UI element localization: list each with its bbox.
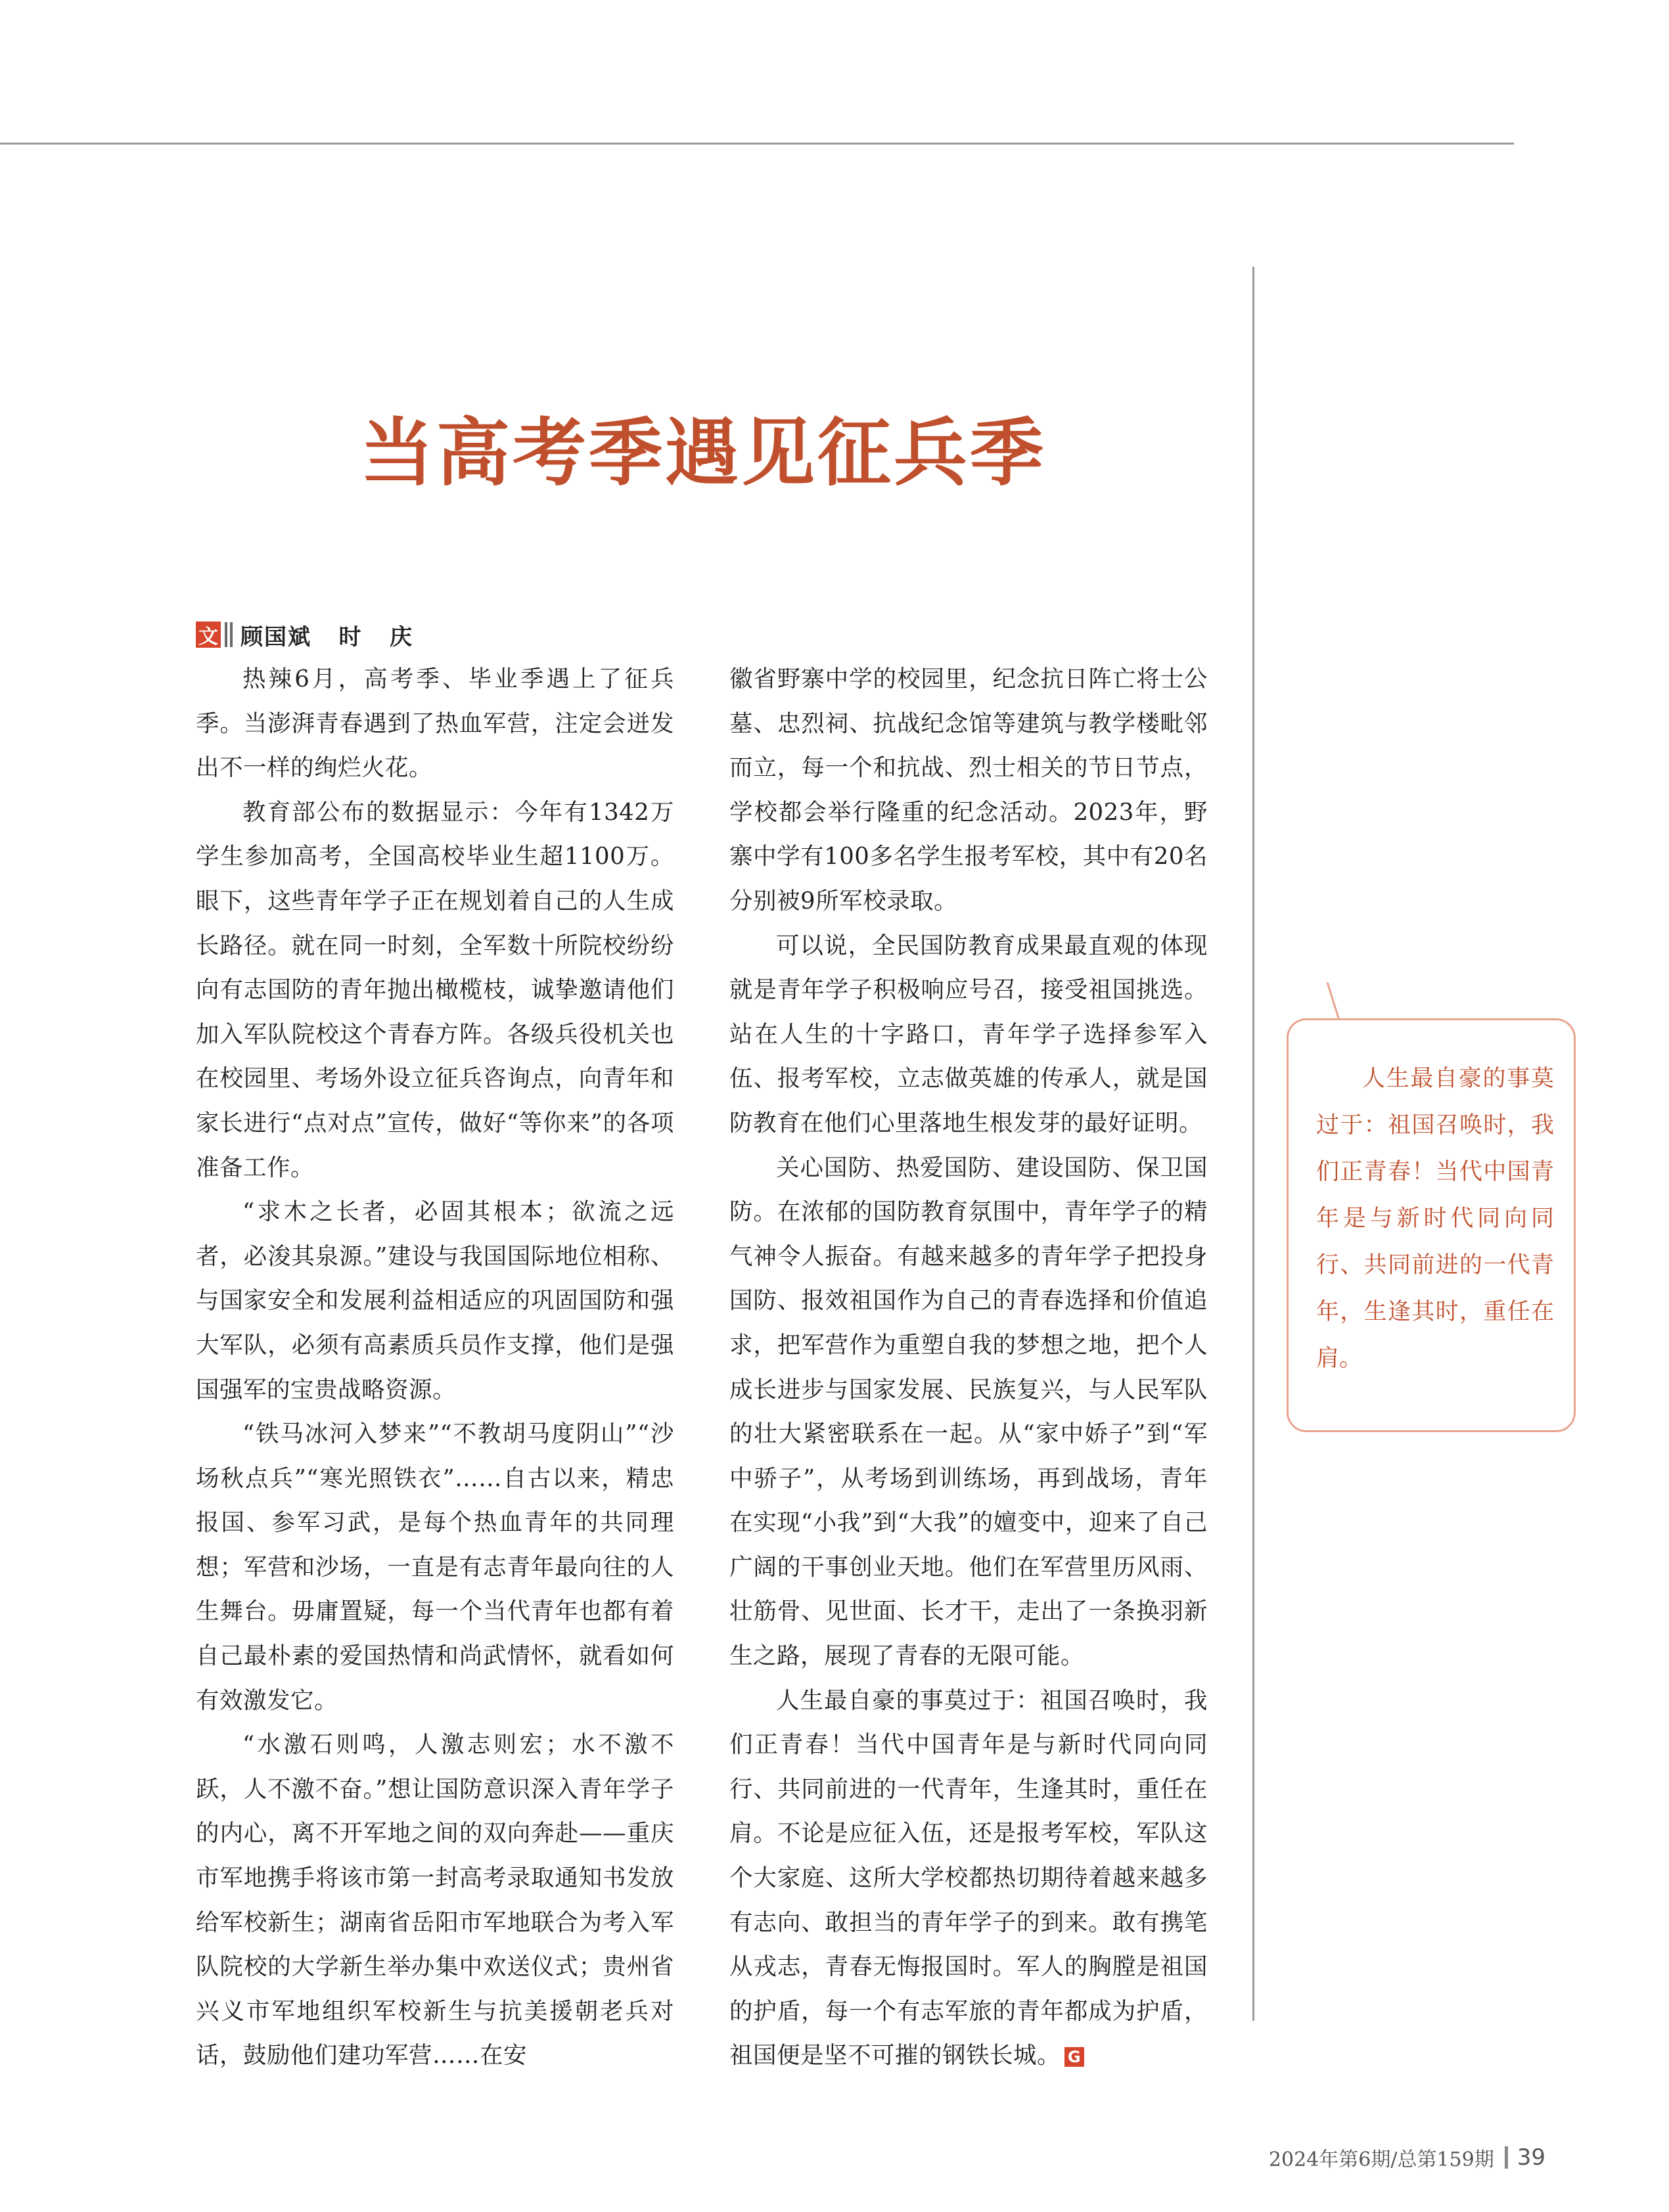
article-column-left	[196, 657, 674, 2078]
byline-authors: 顾国斌 时 庆	[240, 623, 414, 650]
paragraph: 热辣6月，高考季、毕业季遇上了征兵季。当澎湃青春遇到了热血军营，注定会迸发出不一样的绚烂火花。	[196, 666, 674, 782]
issue-label: 2024年第6期/总第159期	[1268, 2148, 1494, 2171]
article-column-right	[729, 657, 1208, 2078]
footer-separator	[1505, 2146, 1508, 2169]
paragraph: “铁马冰河入梦来”“不教胡马度阴山”“沙场秋点兵”“寒光照铁衣”……自古以来，精忠报国、参军习武，是每个热血青年的共同理想；军营和沙场，一直是有志青年最向往的人生舞台。毋庸置疑，每一个当代青年也都有着自己最朴素的爱国热情和尚武情怀，就看如何有效激发它。	[196, 1420, 674, 1714]
paragraph: 可以说，全民国防教育成果最直观的体现就是青年学子积极响应号召，接受祖国挑选。站在人生的十字路口，青年学子选择参军入伍、报考军校，立志做英雄的传承人，就是国防教育在他们心里落地生根发芽的最好证明。	[729, 932, 1208, 1137]
speech-tail-icon	[1326, 982, 1361, 1020]
byline	[196, 620, 413, 649]
paragraph-text: 人生最自豪的事莫过于：祖国召唤时，我们正青春！当代中国青年是与新时代同向同行、共同前进的一代青年，生逢其时，重任在肩。不论是应征入伍，还是报考军校，军队这个大家庭、这所大学校都热切期待着越来越多有志向、敢担当的青年学子的到来。敢有携笔从戎志，青春无悔报国时。军人的胸膛是祖国的护盾，每一个有志军旅的青年都成为护盾，祖国便是坚不可摧的钢铁长城。	[729, 1686, 1208, 2069]
article-title: 当高考季遇见征兵季	[360, 411, 1046, 496]
column-divider	[1252, 267, 1254, 2021]
byline-mark-icon: 文	[196, 621, 221, 648]
pull-quote	[1287, 1018, 1576, 1432]
paragraph: 关心国防、热爱国防、建设国防、保卫国防。在浓郁的国防教育氛围中，青年学子的精气神令人振奋。有越来越多的青年学子把投身国防、报效祖国作为自己的青春选择和价值追求，把军营作为重塑自我的梦想之地，把个人成长进步与国家发展、民族复兴，与人民军队的壮大紧密联系在一起。从“家中娇子”到“军中骄子”，从考场到训练场，再到战场，青年在实现“小我”到“大我”的嬗变中，迎来了自己广阔的干事创业天地。他们在军营里历风雨、壮筋骨、见世面、长才干，走出了一条换羽新生之路，展现了青春的无限可能。	[729, 1154, 1208, 1670]
pull-quote-text: 人生最自豪的事莫过于：祖国召唤时，我们正青春！当代中国青年是与新时代同向同行、共同前进的一代青年，生逢其时，重任在肩。	[1316, 1066, 1554, 1372]
paragraph: 教育部公布的数据显示：今年有1342万学生参加高考，全国高校毕业生超1100万。眼下，这些青年学子正在规划着自己的人生成长路径。就在同一时刻，全军数十所院校纷纷向有志国防的青年抛出橄榄枝，诚挚邀请他们加入军队院校这个青春方阵。各级兵役机关也在校园里、考场外设立征兵咨询点，向青年和家长进行“点对点”宣传，做好“等你来”的各项准备工作。	[196, 798, 674, 1181]
end-mark-icon: G	[1064, 2047, 1084, 2067]
paragraph-continued: 徽省野寨中学的校园里，纪念抗日阵亡将士公墓、忠烈祠、抗战纪念馆等建筑与教学楼毗邻而立，每一个和抗战、烈士相关的节日节点，学校都会举行隆重的纪念活动。2023年，野寨中学有100多名学生报考军校，其中有20名分别被9所军校录取。	[729, 666, 1208, 914]
paragraph: “水激石则鸣，人激志则宏；水不激不跃，人不激不奋。”想让国防意识深入青年学子的内心，离不开军地之间的双向奔赴——重庆市军地携手将该市第一封高考录取通知书发放给军校新生；湖南省岳阳市军地联合为考入军队院校的大学新生举办集中欢送仪式；贵州省兴义市军地组织军校新生与抗美援朝老兵对话，鼓励他们建功军营……在安	[196, 1731, 674, 2069]
page-number: 39	[1517, 2144, 1545, 2171]
paragraph-final	[729, 1679, 1208, 2078]
byline-separator	[230, 622, 233, 647]
byline-separator	[225, 622, 227, 647]
page-footer	[1269, 2143, 1545, 2172]
paragraph: “求木之长者，必固其根本；欲流之远者，必浚其泉源。”建设与我国国际地位相称、与国家安全和发展利益相适应的巩固国防和强大军队，必须有高素质兵员作支撑，他们是强国强军的宝贵战略资源。	[196, 1198, 674, 1403]
top-rule	[0, 143, 1514, 145]
